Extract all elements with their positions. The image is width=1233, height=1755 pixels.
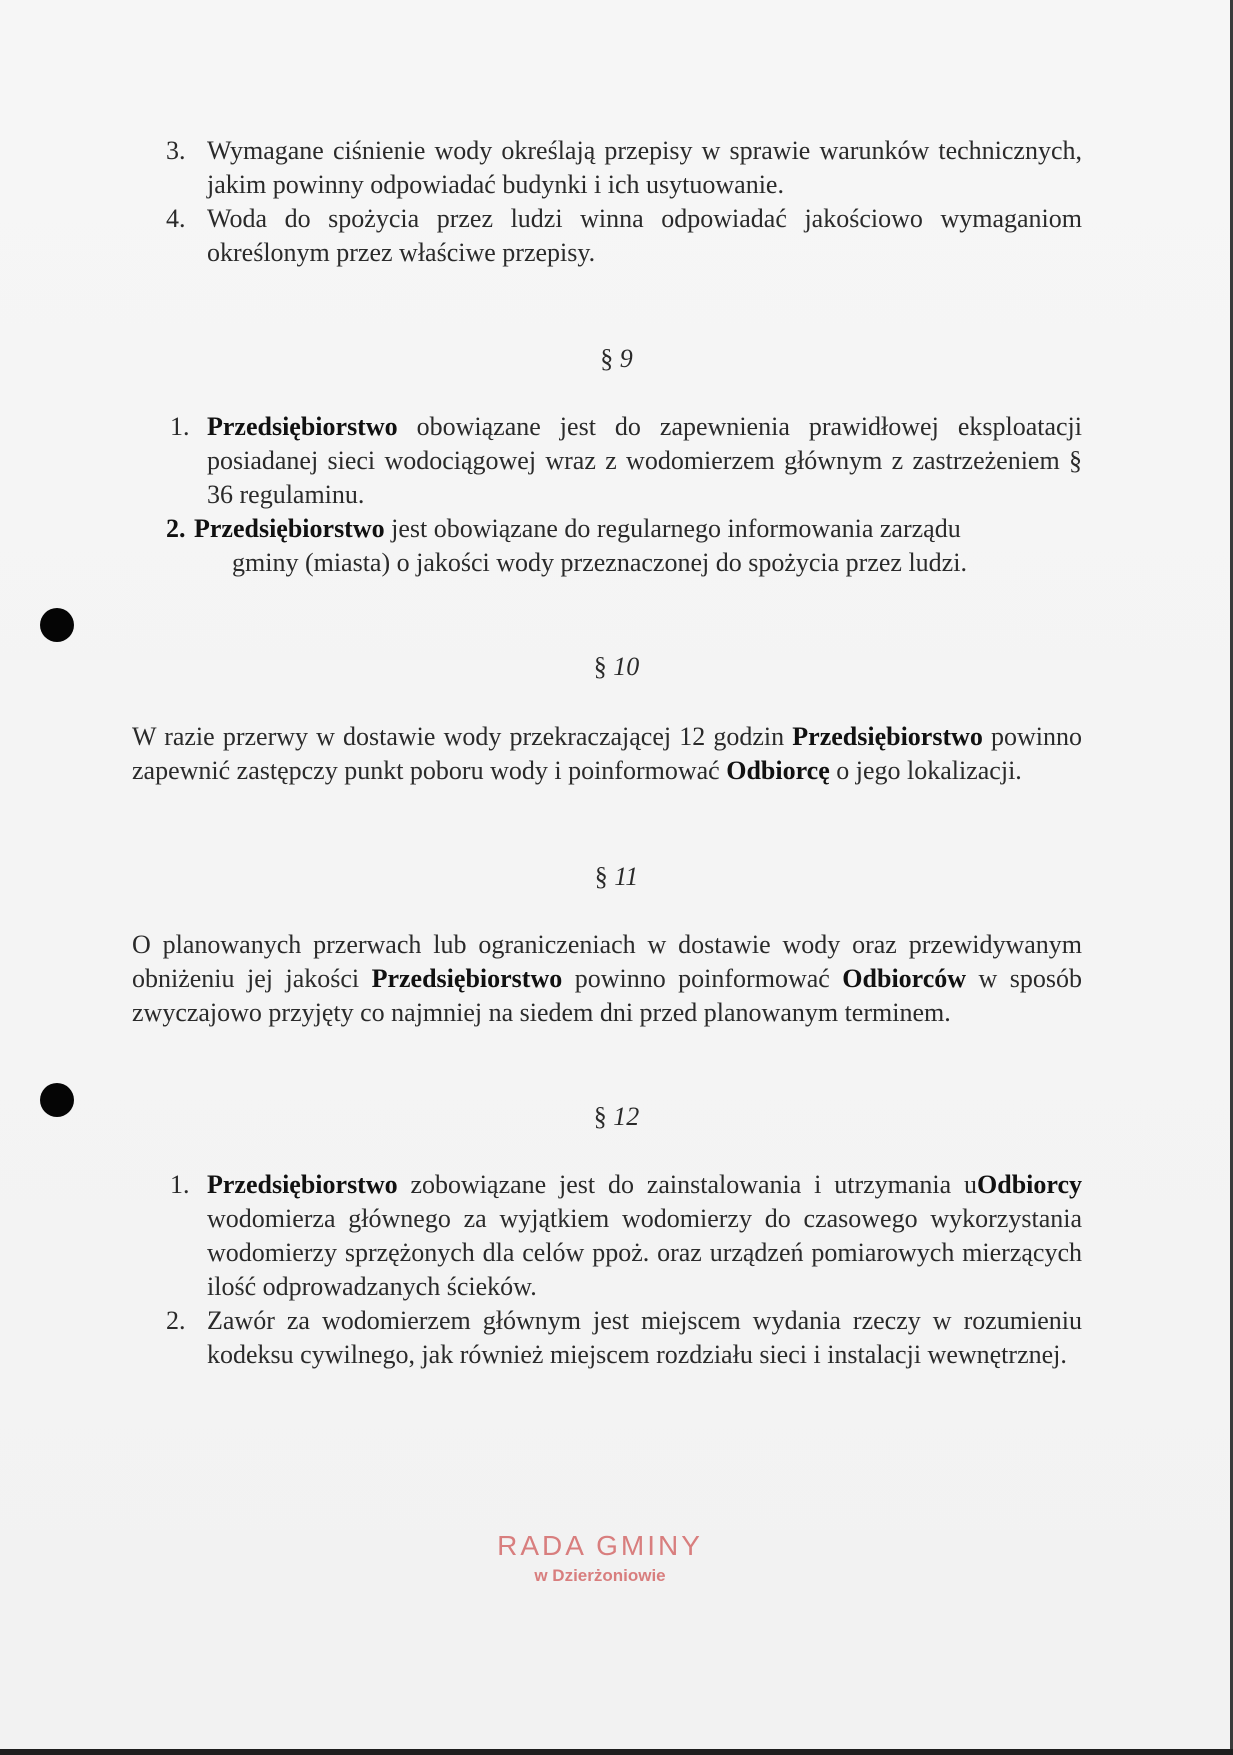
section-number: 12 bbox=[613, 1102, 640, 1131]
bold-term: Przedsiębiorstwo bbox=[207, 412, 398, 441]
bold-term: Przedsiębiorstwo bbox=[371, 964, 563, 993]
punch-hole-top bbox=[40, 608, 74, 642]
section-heading-9 bbox=[0, 342, 1233, 376]
bold-term: Przedsiębiorstwo bbox=[792, 722, 983, 751]
scan-edge-bottom bbox=[0, 1749, 1233, 1755]
list-item-text bbox=[207, 410, 1082, 512]
section-sign: § bbox=[593, 1102, 607, 1131]
section-heading-12 bbox=[0, 1100, 1233, 1134]
list-item-number: 2. bbox=[166, 514, 186, 543]
section-sign: § bbox=[600, 344, 614, 373]
bold-term: Odbiorcę bbox=[726, 756, 830, 785]
list-item-text bbox=[207, 1168, 1082, 1304]
section-heading-10 bbox=[0, 650, 1233, 684]
bold-term: Odbiorcy bbox=[977, 1170, 1083, 1199]
paragraph-10 bbox=[132, 720, 1082, 788]
text-run: obowiązane jest do zapewnienia prawidłowej eksploatacji posiadanej sieci wodociągowej wraz z wodomierzem głównym z zastrzeżeniem § 36 regulaminu. bbox=[207, 412, 1083, 509]
list-item-text: Woda do spożycia przez ludzi winna odpowiadać jakościowo wymaganiom określonym przez właściwe przepisy. bbox=[207, 204, 1082, 267]
text-run: O planowanych przerwach lub ograniczeniach w dostawie wody oraz przewidywanym obniżeniu jej jakości bbox=[132, 930, 1082, 993]
bold-term: Przedsiębiorstwo bbox=[207, 1170, 398, 1199]
list-item-number: 1. bbox=[170, 1170, 190, 1199]
text-run: jest obowiązane do regularnego informowania zarządu bbox=[391, 514, 961, 543]
section-heading-11 bbox=[0, 860, 1233, 894]
official-stamp bbox=[400, 1530, 800, 1586]
list-item-text: Zawór za wodomierzem głównym jest miejscem wydania rzeczy w rozumieniu kodeksu cywilnego, jak również miejscem rozdziału sieci i instalacji wewnętrznej. bbox=[207, 1306, 1082, 1369]
list-item-number: 1. bbox=[170, 412, 190, 441]
text-run: w sposób zwyczajowo przyjęty co najmniej na siedem dni przed planowanym terminem. bbox=[132, 964, 1083, 1027]
text-run: powinno poinformować bbox=[574, 964, 830, 993]
bold-term: Przedsiębiorstwo bbox=[194, 514, 385, 543]
text-run: o jego lokalizacji. bbox=[836, 756, 1022, 785]
text-run: zobowiązane jest do zainstalowania i utrzymania u bbox=[410, 1170, 978, 1199]
section-number: 9 bbox=[619, 344, 633, 373]
text-run: W razie przerwy w dostawie wody przekraczającej 12 godzin bbox=[132, 722, 785, 751]
section-number: 10 bbox=[613, 652, 640, 681]
stamp-line-1: RADA GMINY bbox=[497, 1530, 703, 1561]
stamp-line-2: w Dzierżoniowie bbox=[534, 1566, 666, 1585]
list-item-text: Wymagane ciśnienie wody określają przepisy w sprawie warunków technicznych, jakim powinny odpowiadać budynki i ich usytuowanie. bbox=[207, 136, 1082, 199]
section-sign: § bbox=[594, 862, 608, 891]
section-sign: § bbox=[593, 652, 607, 681]
list-item-number: 4. bbox=[166, 204, 186, 233]
list-item-number: 2. bbox=[166, 1306, 186, 1335]
paragraph-11 bbox=[132, 928, 1082, 1030]
section-number: 11 bbox=[614, 862, 639, 891]
text-run: wodomierza głównego za wyjątkiem wodomierzy do czasowego wykorzystania wodomierzy sprzężonych dla celów ppoż. oraz urządzeń pomiarowych mierzących ilość odprowadzanych ścieków. bbox=[207, 1204, 1082, 1301]
list-item-text-line2: gminy (miasta) o jakości wody przeznaczonej do spożycia przez ludzi. bbox=[232, 548, 967, 577]
list-item-text-line1 bbox=[194, 512, 1094, 546]
bold-term: Odbiorców bbox=[842, 964, 967, 993]
text-run: powinno zapewnić zastępczy punkt poboru wody i poinformować bbox=[132, 722, 1083, 785]
list-item-number: 3. bbox=[166, 136, 186, 165]
